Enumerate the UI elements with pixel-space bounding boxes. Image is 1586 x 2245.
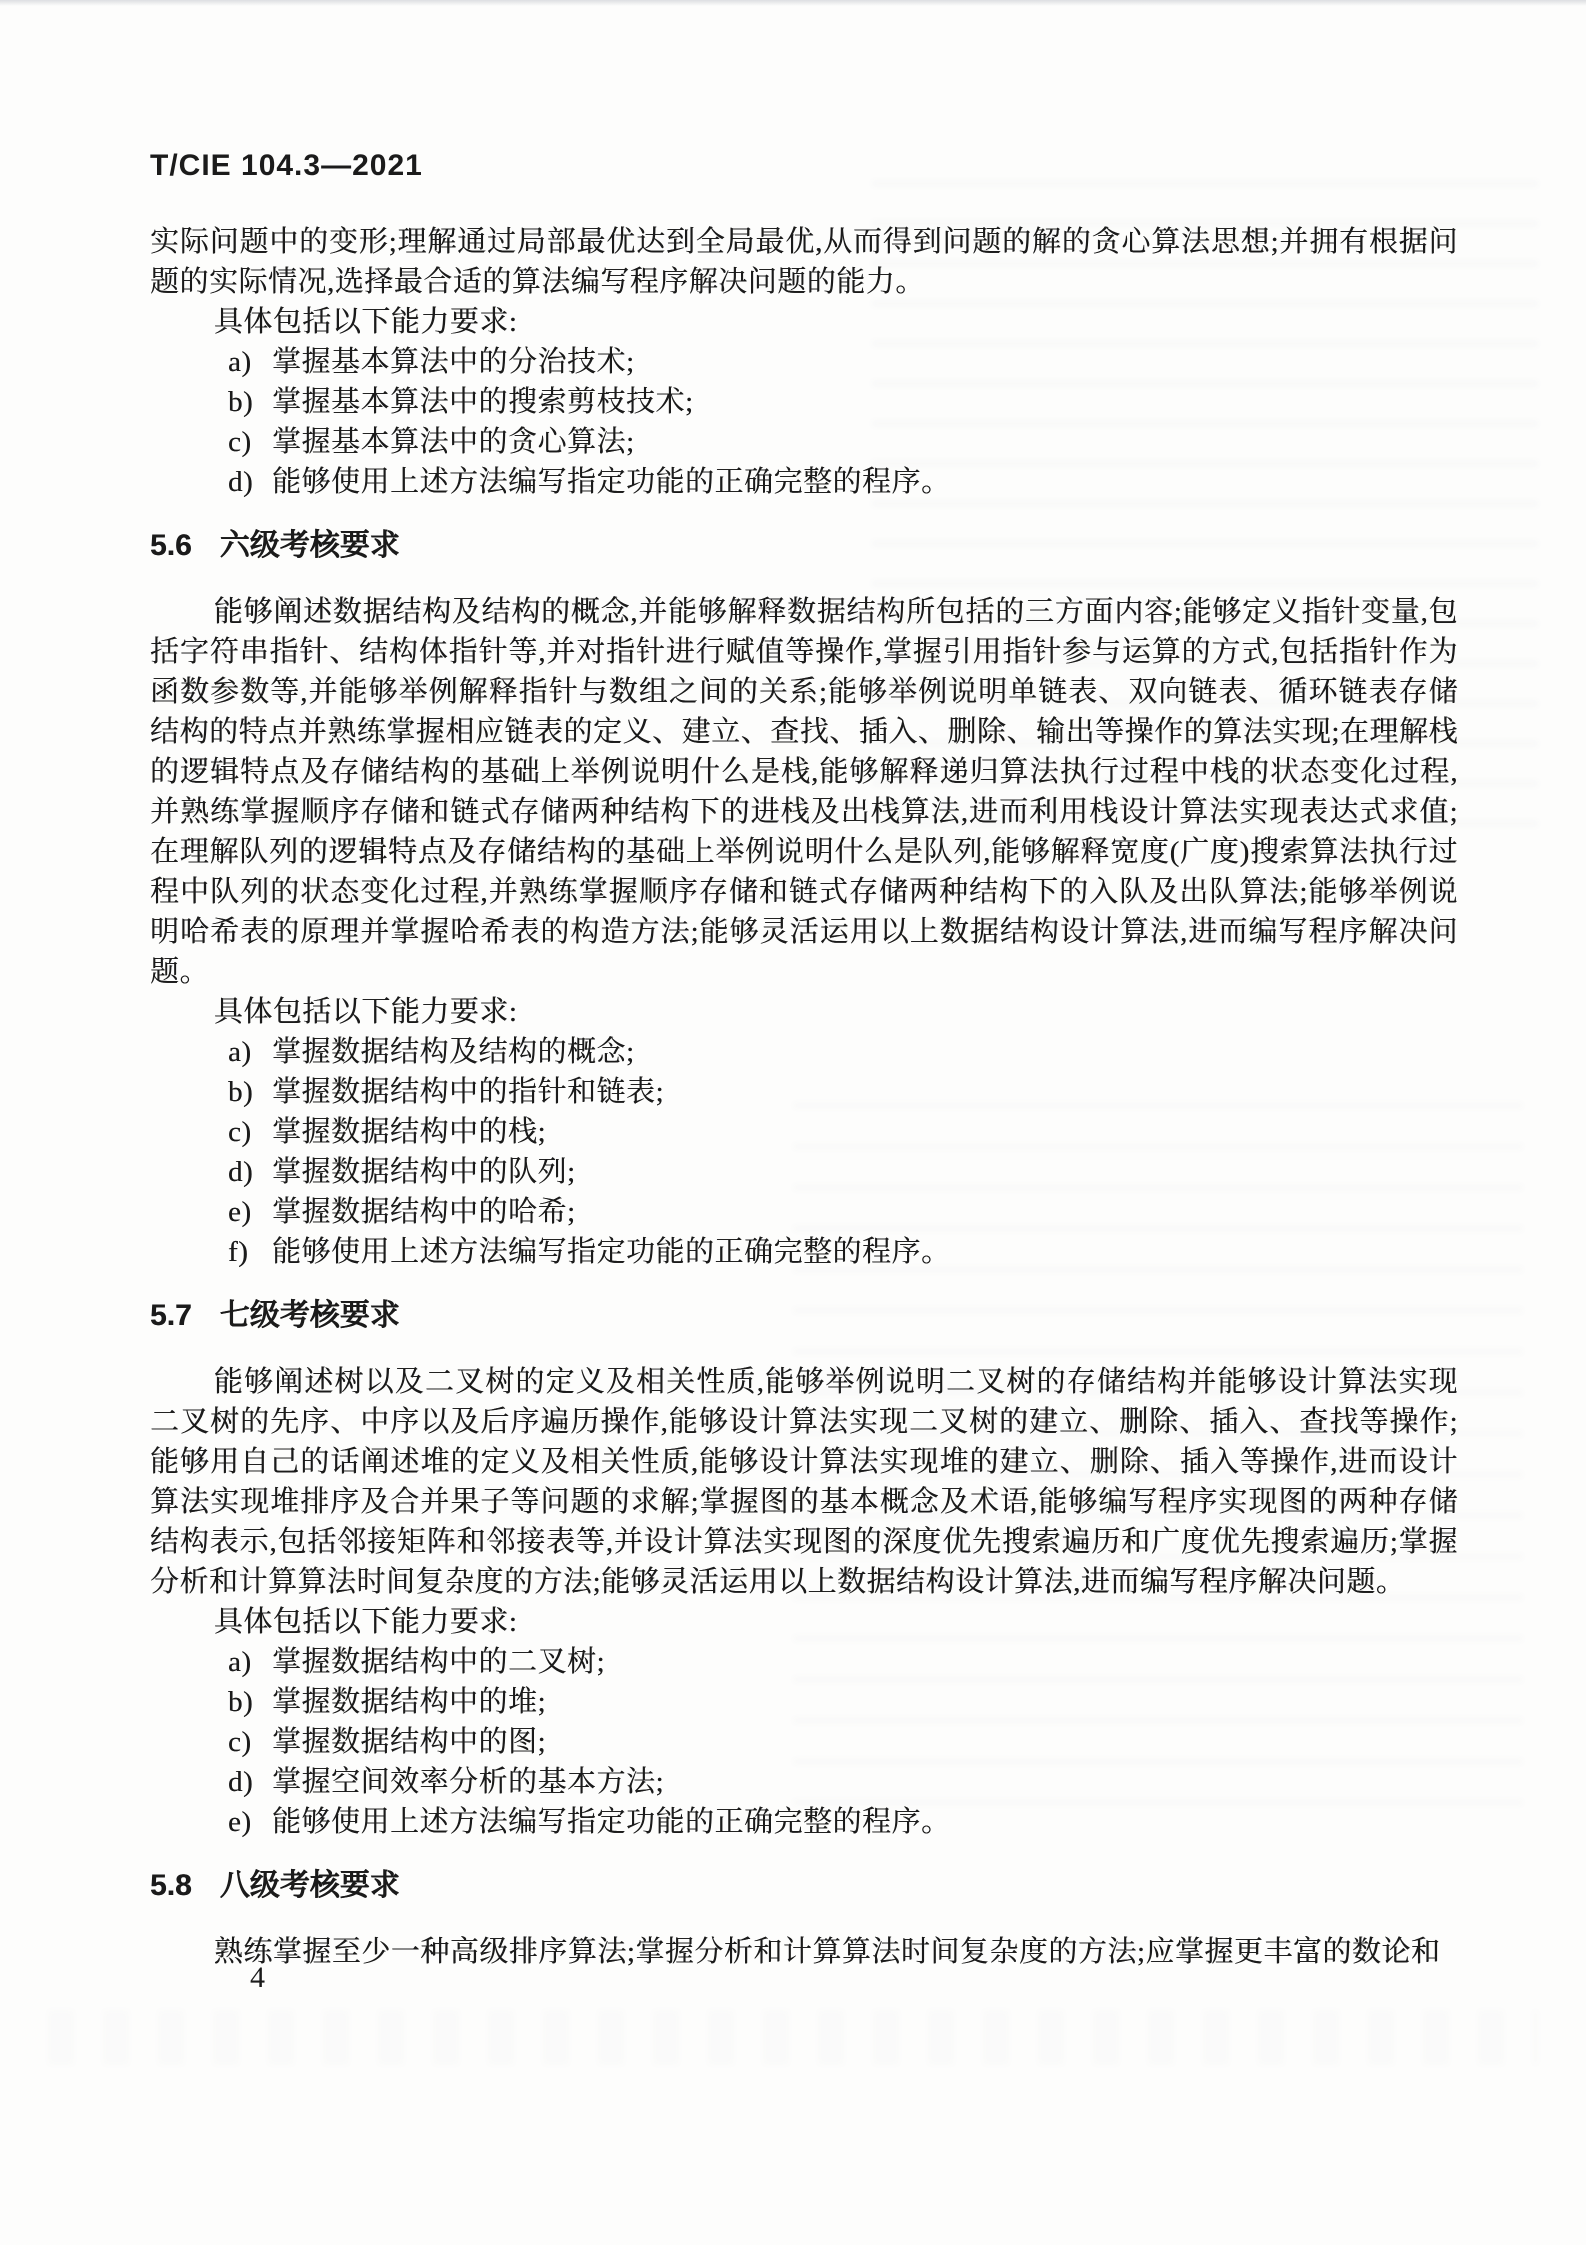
list-marker: a) (228, 1646, 252, 1678)
section-body: 能够阐述树以及二叉树的定义及相关性质,能够举例说明二叉树的存储结构并能够设计算法实现二叉树的先序、中序以及后序遍历操作,能够设计算法实现二叉树的建立、删除、插入、查找等操作;能够用自己的话阐述堆的定义及相关性质,能够设计算法实现堆的建立、删除、插入等操作,进而设计算法实现堆排序及合并果子等问题的求解;掌握图的基本概念及术语,能够编写程序实现图的两种存储结构表示,包括邻接矩阵和邻接表等,并设计算法实现图的深度优先搜索遍历和广度优先搜索遍历;掌握分析和计算算法时间复杂度的方法;能够灵活运用以上数据结构设计算法,进而编写程序解决问题。 (150, 1366, 1458, 1598)
list-marker: a) (228, 1036, 252, 1068)
list-item-text: 掌握数据结构中的二叉树; (272, 1646, 606, 1678)
section-number: 5.7 (150, 1299, 192, 1332)
list-item-text: 掌握数据结构中的栈; (272, 1116, 547, 1148)
list-item (150, 462, 1458, 502)
list-marker: e) (228, 1806, 252, 1838)
list-item-text: 掌握基本算法中的搜索剪枝技术; (272, 386, 694, 418)
list-item-text: 能够使用上述方法编写指定功能的正确完整的程序。 (272, 1806, 951, 1838)
ability-list (150, 1642, 1458, 1842)
paragraph-continued: 实际问题中的变形;理解通过局部最优达到全局最优,从而得到问题的解的贪心算法思想;并拥有根据问题的实际情况,选择最合适的算法编写程序解决问题的能力。 (150, 226, 1458, 298)
list-item-text: 掌握数据结构中的队列; (272, 1156, 576, 1188)
list-item (150, 1642, 1458, 1682)
list-item (150, 1072, 1458, 1112)
list-marker: d) (228, 466, 254, 498)
section-title: 六级考核要求 (219, 529, 400, 562)
list-item-text: 掌握数据结构中的指针和链表; (272, 1076, 665, 1108)
list-marker: c) (228, 1726, 252, 1758)
section-title: 八级考核要求 (219, 1869, 400, 1902)
section-title: 七级考核要求 (219, 1299, 400, 1332)
page-header (150, 146, 1458, 186)
list-marker: a) (228, 346, 252, 378)
list-item (150, 1762, 1458, 1802)
section-heading-5-7 (150, 1296, 1458, 1336)
ability-intro-line: 具体包括以下能力要求: (213, 306, 518, 338)
list-item (150, 422, 1458, 462)
section-number: 5.6 (150, 529, 192, 562)
list-marker: b) (228, 1076, 254, 1108)
section-body: 能够阐述数据结构及结构的概念,并能够解释数据结构所包括的三方面内容;能够定义指针变量,包括字符串指针、结构体指针等,并对指针进行赋值等操作,掌握引用指针参与运算的方式,包括指针作为函数参数等,并能够举例解释指针与数组之间的关系;能够举例说明单链表、双向链表、循环链表存储结构的特点并熟练掌握相应链表的定义、建立、查找、插入、删除、输出等操作的算法实现;在理解栈的逻辑特点及存储结构的基础上举例说明什么是栈,能够解释递归算法执行过程中栈的状态变化过程,并熟练掌握顺序存储和链式存储两种结构下的进栈及出栈算法,进而利用栈设计算法实现表达式求值;在理解队列的逻辑特点及存储结构的基础上举例说明什么是队列,能够解释宽度(广度)搜索算法执行过程中队列的状态变化过程,并熟练掌握顺序存储和链式存储两种结构下的入队及出队算法;能够举例说明哈希表的原理并掌握哈希表的构造方法;能够灵活运用以上数据结构设计算法,进而编写程序解决问题。 (150, 596, 1458, 988)
page-number: 4 (250, 1961, 265, 1994)
list-marker: d) (228, 1766, 254, 1798)
standard-code: T/CIE 104.3—2021 (150, 149, 423, 182)
list-item (150, 1682, 1458, 1722)
list-item (150, 342, 1458, 382)
list-marker: e) (228, 1196, 252, 1228)
list-item-text: 掌握数据结构中的堆; (272, 1686, 547, 1718)
list-item-text: 能够使用上述方法编写指定功能的正确完整的程序。 (272, 466, 951, 498)
section-heading-5-6 (150, 526, 1458, 566)
ability-intro-line: 具体包括以下能力要求: (213, 1606, 518, 1638)
scan-smudge (48, 2010, 1539, 2065)
list-marker: f) (228, 1236, 249, 1268)
scan-top-edge (0, 0, 1586, 6)
list-item (150, 1032, 1458, 1072)
list-item-text: 掌握数据结构中的图; (272, 1726, 547, 1758)
ability-list (150, 342, 1458, 502)
section-number: 5.8 (150, 1869, 192, 1902)
list-marker: b) (228, 386, 254, 418)
ability-list (150, 1032, 1458, 1272)
list-marker: d) (228, 1156, 254, 1188)
list-item (150, 1112, 1458, 1152)
list-item (150, 1232, 1458, 1272)
ability-intro-line: 具体包括以下能力要求: (213, 996, 518, 1028)
list-item (150, 1152, 1458, 1192)
list-marker: c) (228, 426, 252, 458)
list-item (150, 1802, 1458, 1842)
section-heading-5-8 (150, 1866, 1458, 1906)
section-body: 熟练掌握至少一种高级排序算法;掌握分析和计算算法时间复杂度的方法;应掌握更丰富的数论和 (213, 1936, 1441, 1968)
list-item-text: 掌握基本算法中的分治技术; (272, 346, 635, 378)
list-item-text: 掌握数据结构及结构的概念; (272, 1036, 635, 1068)
list-item-text: 掌握数据结构中的哈希; (272, 1196, 576, 1228)
list-item-text: 掌握基本算法中的贪心算法; (272, 426, 635, 458)
list-item (150, 1722, 1458, 1762)
list-item (150, 1192, 1458, 1232)
list-item-text: 能够使用上述方法编写指定功能的正确完整的程序。 (272, 1236, 951, 1268)
list-item (150, 382, 1458, 422)
list-marker: c) (228, 1116, 252, 1148)
list-item-text: 掌握空间效率分析的基本方法; (272, 1766, 665, 1798)
list-marker: b) (228, 1686, 254, 1718)
